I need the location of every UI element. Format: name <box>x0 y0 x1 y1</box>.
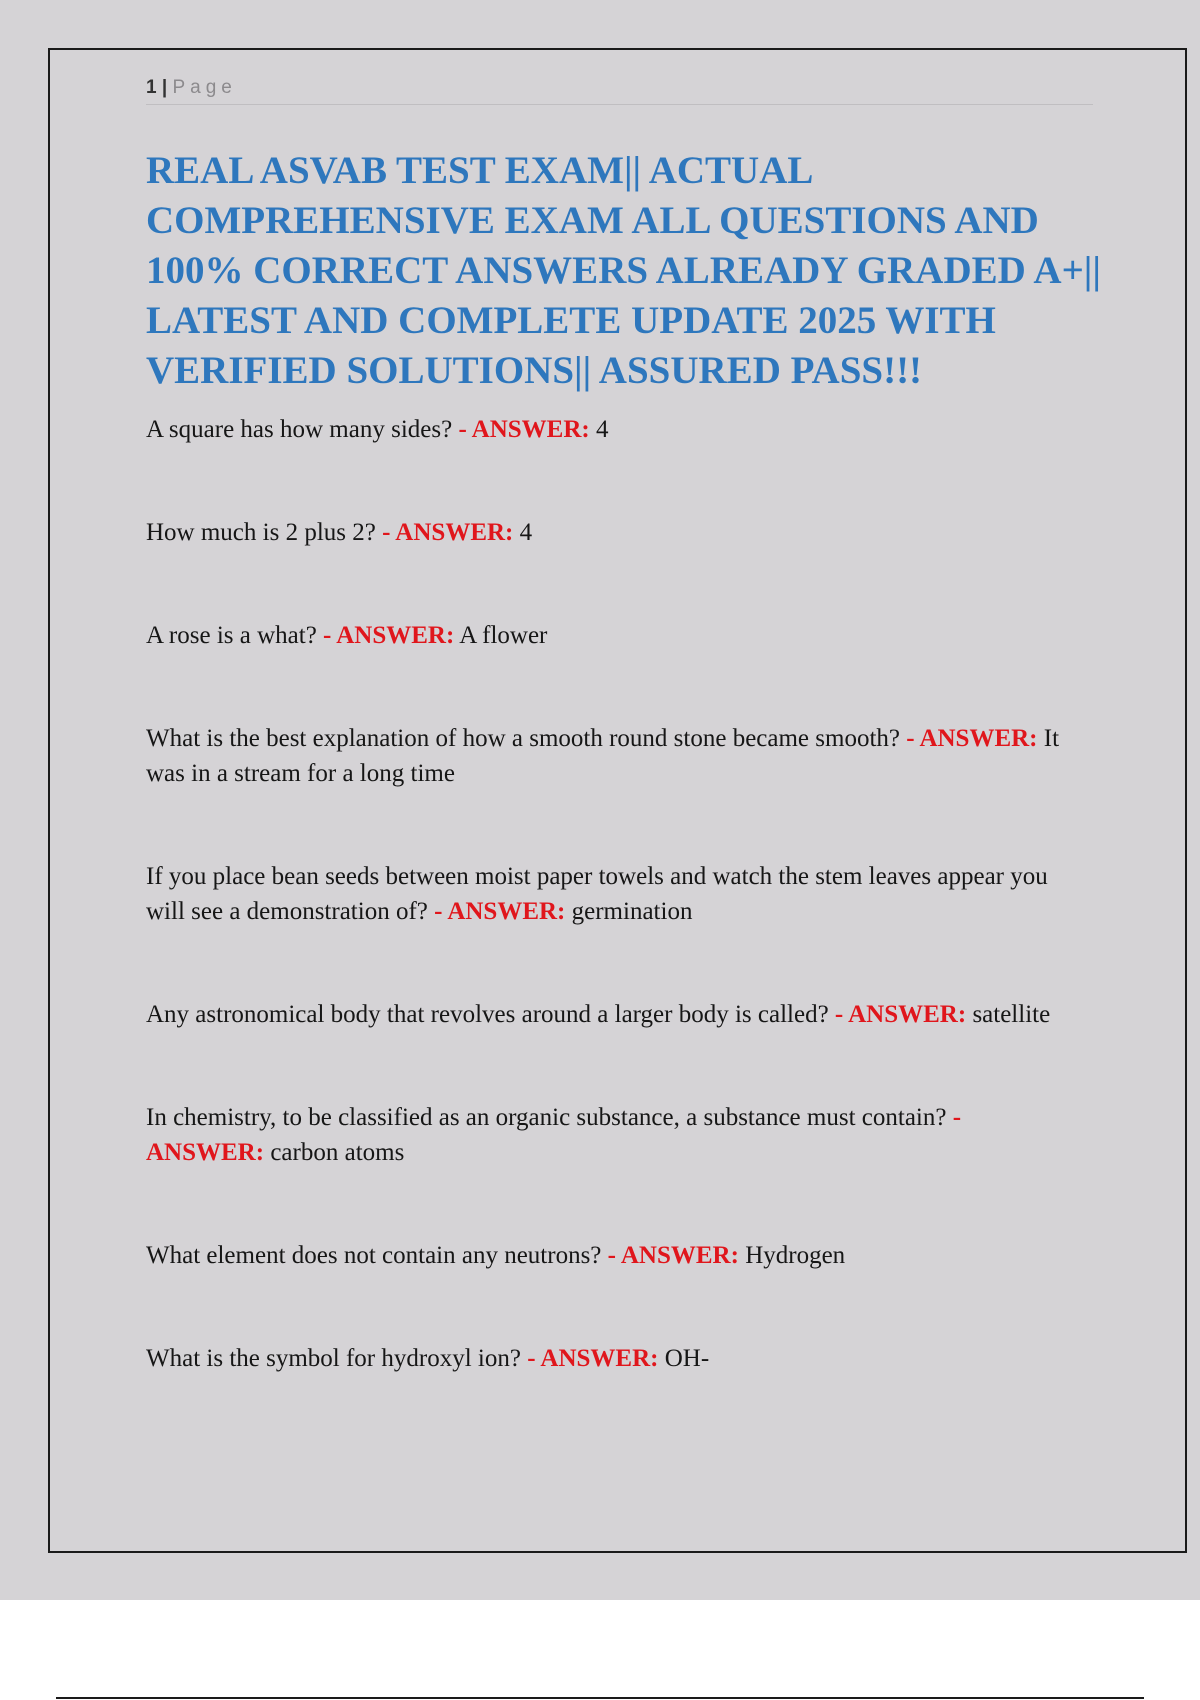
answer-label: - ANSWER: <box>527 1345 659 1372</box>
answer-text: germination <box>571 898 693 925</box>
qa-item <box>146 721 1081 791</box>
page-header <box>146 76 1093 105</box>
qa-item <box>146 1341 1081 1376</box>
answer-label: - ANSWER: <box>146 1104 962 1166</box>
qa-list <box>146 412 1081 1444</box>
qa-item <box>146 859 1081 929</box>
answer-text: A flower <box>459 622 548 649</box>
answer-label: - ANSWER: <box>382 519 514 546</box>
answer-label: - ANSWER: <box>458 416 590 443</box>
page-separator: | <box>161 77 168 98</box>
answer-text: 4 <box>595 416 609 443</box>
question-text: How much is 2 plus 2? <box>146 519 376 546</box>
answer-text: OH- <box>664 1345 710 1372</box>
document-title: REAL ASVAB TEST EXAM|| ACTUAL COMPREHENSIVE EXAM ALL QUESTIONS AND 100% CORRECT ANSWERS ALREADY GRADED A+|| LATEST AND COMPLETE UPDATE 2025 WITH VERIFIED SOLUTIONS|| ASSURED PASS!!! <box>146 149 1101 392</box>
question-text: In chemistry, to be classified as an organic substance, a substance must contain? <box>146 1104 947 1131</box>
question-text: A square has how many sides? <box>146 416 453 443</box>
question-text: What is the symbol for hydroxyl ion? <box>146 1345 521 1372</box>
qa-item <box>146 997 1081 1032</box>
answer-label: - ANSWER: <box>834 1001 967 1028</box>
qa-item <box>146 1238 1081 1273</box>
qa-item <box>146 618 1081 653</box>
page-label: Page <box>172 77 237 98</box>
question-text: Any astronomical body that revolves around a larger body is called? <box>146 1001 829 1028</box>
footer-rule <box>56 1697 1144 1699</box>
answer-label: - ANSWER: <box>434 898 566 925</box>
answer-text: 4 <box>519 519 533 546</box>
qa-item <box>146 1100 1081 1170</box>
answer-label: - ANSWER: <box>607 1242 739 1269</box>
answer-text: It was in a stream for a long time <box>146 725 1060 787</box>
question-text: A rose is a what? <box>146 622 317 649</box>
answer-label: - ANSWER: <box>323 622 455 649</box>
question-text: If you place bean seeds between moist paper towels and watch the stem leaves appear you will see a demonstration of? <box>146 863 1048 925</box>
question-text: What is the best explanation of how a smooth round stone became smooth? <box>146 725 900 752</box>
answer-text: carbon atoms <box>270 1139 405 1166</box>
answer-label: - ANSWER: <box>906 725 1038 752</box>
answer-text: satellite <box>972 1001 1051 1028</box>
qa-item <box>146 515 1081 550</box>
qa-item <box>146 412 1081 447</box>
answer-text: Hydrogen <box>745 1242 846 1269</box>
question-text: What element does not contain any neutrons? <box>146 1242 602 1269</box>
page-number: 1 <box>146 77 157 98</box>
